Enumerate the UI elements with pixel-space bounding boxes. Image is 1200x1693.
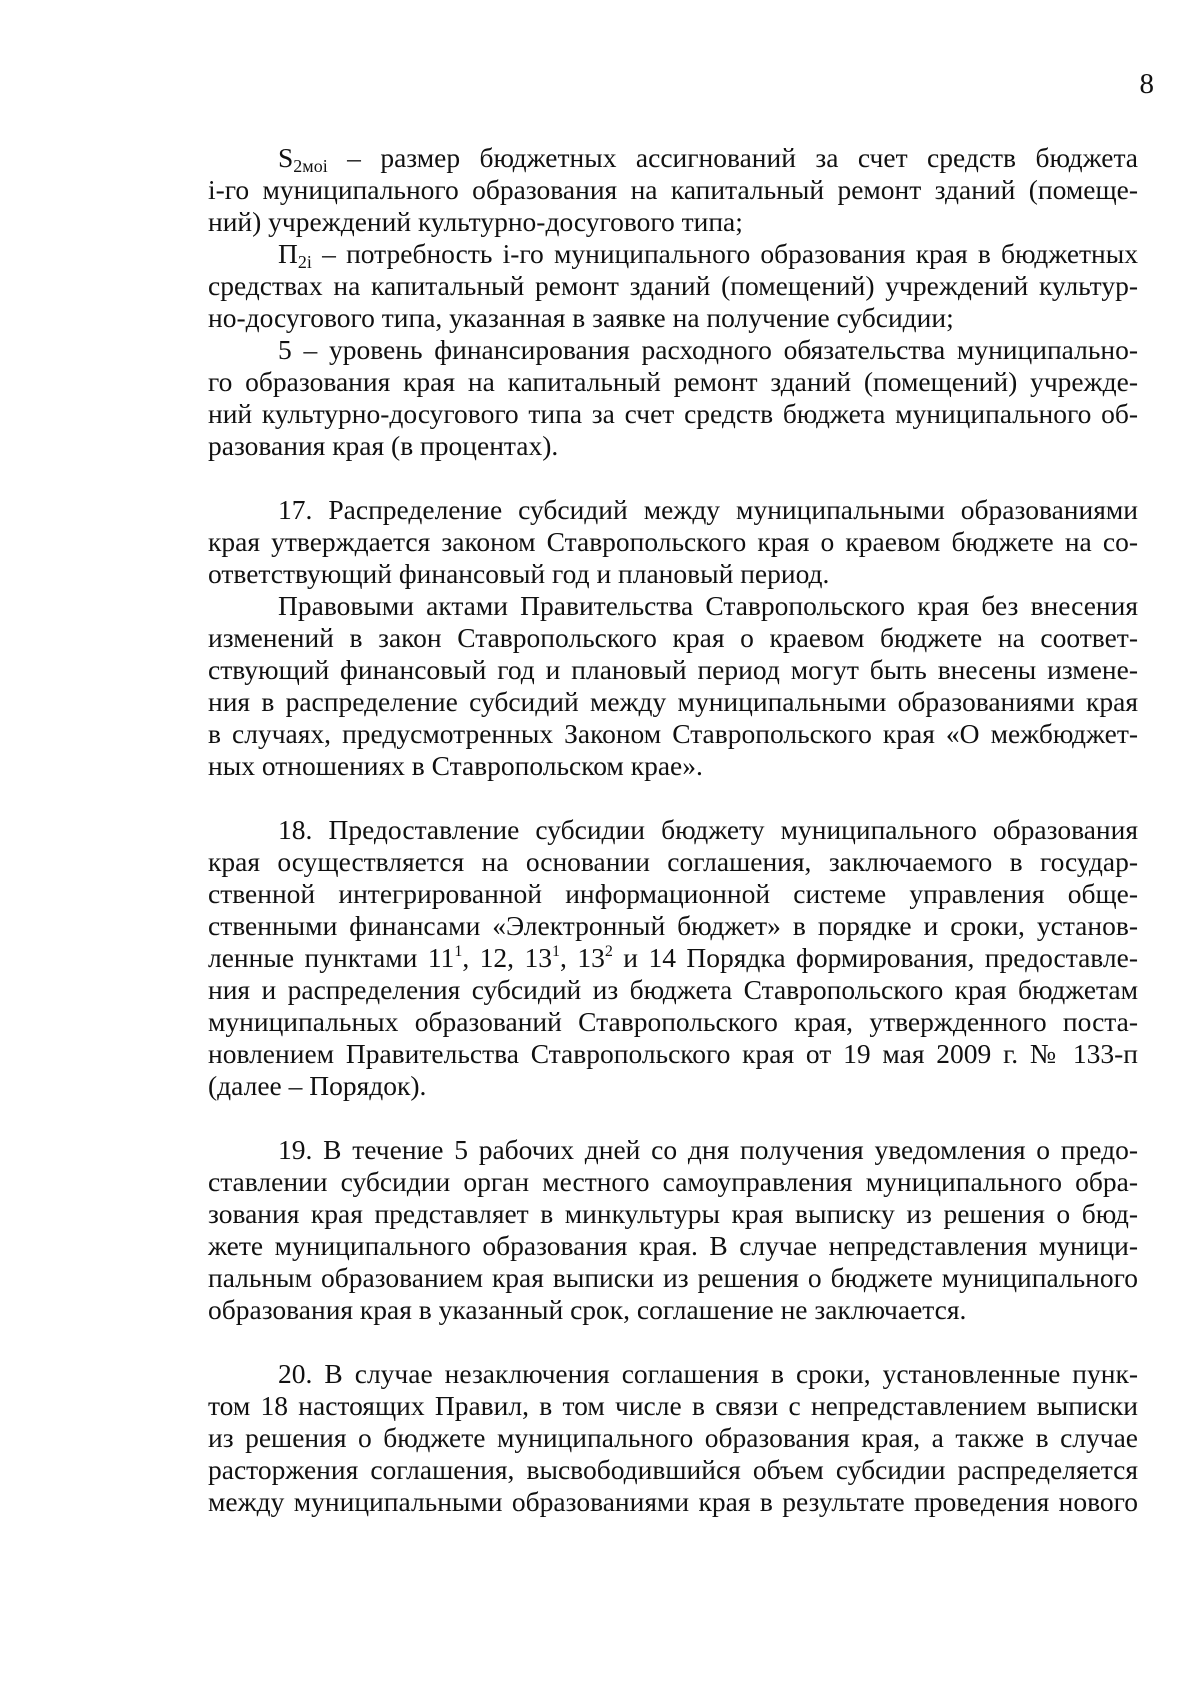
- paragraph-p2i-line-2: средствах на капитальный ремонт зданий (помещений) учреждений культур-: [208, 270, 1138, 301]
- paragraph-5-line-2: го образования края на капитальный ремонт зданий (помещений) учрежде-: [208, 366, 1138, 397]
- paragraph-gap: [208, 1326, 1138, 1358]
- paragraph-18-line-8: новлением Правительства Ставропольского края от 19 мая 2009 г. № 133-п: [208, 1038, 1138, 1069]
- paragraph-17-line-3: ответствующий финансовый год и плановый период.: [208, 558, 830, 589]
- paragraph-17b-line-4: ния в распределение субсидий между муниципальными образованиями края: [208, 686, 1138, 717]
- paragraph-20-line-1: 20. В случае незаключения соглашения в сроки, установленные пунк-: [278, 1358, 1138, 1389]
- paragraph-19-line-2: ставлении субсидии орган местного самоуправления муниципального обра-: [208, 1166, 1138, 1197]
- paragraph-17-line-2: края утверждается законом Ставропольского края о краевом бюджете на со-: [208, 526, 1138, 557]
- paragraph-gap: [208, 782, 1138, 814]
- paragraph-text: ленные пунктами 11: [208, 942, 455, 973]
- paragraph-text: и 14 Порядка формирования, предоставле-: [612, 942, 1139, 973]
- page-number: 8: [1139, 68, 1154, 100]
- paragraph-17b-line-5: в случаях, предусмотренных Законом Ставропольского края «О межбюджет-: [208, 718, 1138, 749]
- paragraph-p2i-line-1: [208, 238, 1138, 270]
- paragraph-p2i-line-3: но-досугового типа, указанная в заявке на получение субсидии;: [208, 302, 954, 333]
- paragraph-17b-line-1: Правовыми актами Правительства Ставропольского края без внесения: [278, 590, 1138, 621]
- paragraph-text: , 13: [559, 942, 605, 973]
- paragraph-19-line-1: 19. В течение 5 рабочих дней со дня получения уведомления о предо-: [278, 1134, 1138, 1165]
- superscript: 2: [604, 943, 613, 960]
- paragraph-s2moi-line-3: ний) учреждений культурно-досугового типа;: [208, 206, 743, 237]
- superscript: 1: [551, 943, 560, 960]
- paragraph-18-line-4: ственными финансами «Электронный бюджет» в порядке и сроки, установ-: [208, 910, 1138, 941]
- paragraph-5-line-4: разования края (в процентах).: [208, 430, 559, 461]
- paragraph-18-line-9: (далее – Порядок).: [208, 1070, 427, 1101]
- symbol-s: S: [278, 142, 294, 173]
- paragraph-18-line-3: ственной интегрированной информационной системе управления обще-: [208, 878, 1138, 909]
- symbol-s-subscript: 2мoi: [293, 156, 328, 176]
- paragraph-text: – размер бюджетных ассигнований за счет средств бюджета: [327, 142, 1138, 173]
- paragraph-17b-line-2: изменений в закон Ставропольского края о краевом бюджете на соответ-: [208, 622, 1138, 653]
- paragraph-19-line-6: образования края в указанный срок, соглашение не заключается.: [208, 1294, 967, 1325]
- paragraph-18-line-2: края осуществляется на основании соглашения, заключаемого в государ-: [208, 846, 1138, 877]
- paragraph-text: , 12, 13: [462, 942, 552, 973]
- paragraph-18-line-7: муниципальных образований Ставропольского края, утвержденного поста-: [208, 1006, 1138, 1037]
- paragraph-20-line-5: между муниципальными образованиями края в результате проведения нового: [208, 1486, 1138, 1517]
- superscript: 1: [454, 943, 463, 960]
- paragraph-gap: [208, 462, 1138, 494]
- paragraph-18-line-5: [208, 942, 1138, 974]
- paragraph-s2moi-line-2: i-го муниципального образования на капитальный ремонт зданий (помеще-: [208, 174, 1138, 205]
- paragraph-20-line-3: из решения о бюджете муниципального образования края, а также в случае: [208, 1422, 1138, 1453]
- paragraph-gap: [208, 1102, 1138, 1134]
- paragraph-18-line-1: 18. Предоставление субсидии бюджету муниципального образования: [278, 814, 1138, 845]
- paragraph-19-line-3: зования края представляет в минкультуры края выписку из решения о бюд-: [208, 1198, 1138, 1229]
- paragraph-19-line-4: жете муниципального образования края. В случае непредставления муници-: [208, 1230, 1138, 1261]
- paragraph-text: – потребность i-го муниципального образования края в бюджетных: [311, 238, 1138, 269]
- paragraph-19-line-5: пальным образованием края выписки из решения о бюджете муниципального: [208, 1262, 1138, 1293]
- paragraph-18-line-6: ния и распределения субсидий из бюджета Ставропольского края бюджетам: [208, 974, 1138, 1005]
- symbol-p-subscript: 2i: [297, 252, 312, 272]
- paragraph-20-line-2: том 18 настоящих Правил, в том числе в связи с непредставлением выписки: [208, 1390, 1138, 1421]
- document-body: [208, 142, 1138, 1518]
- paragraph-17b-line-3: ствующий финансовый год и плановый период могут быть внесены измене-: [208, 654, 1138, 685]
- paragraph-17b-line-6: ных отношениях в Ставропольском крае».: [208, 750, 703, 781]
- paragraph-s2moi-line-1: [208, 142, 1138, 174]
- paragraph-17-line-1: 17. Распределение субсидий между муниципальными образованиями: [278, 494, 1138, 525]
- symbol-p: П: [278, 238, 298, 269]
- paragraph-20-line-4: расторжения соглашения, высвободившийся объем субсидии распределяется: [208, 1454, 1138, 1485]
- paragraph-5-line-3: ний культурно-досугового типа за счет средств бюджета муниципального об-: [208, 398, 1138, 429]
- paragraph-5-line-1: 5 – уровень финансирования расходного обязательства муниципально-: [278, 334, 1138, 365]
